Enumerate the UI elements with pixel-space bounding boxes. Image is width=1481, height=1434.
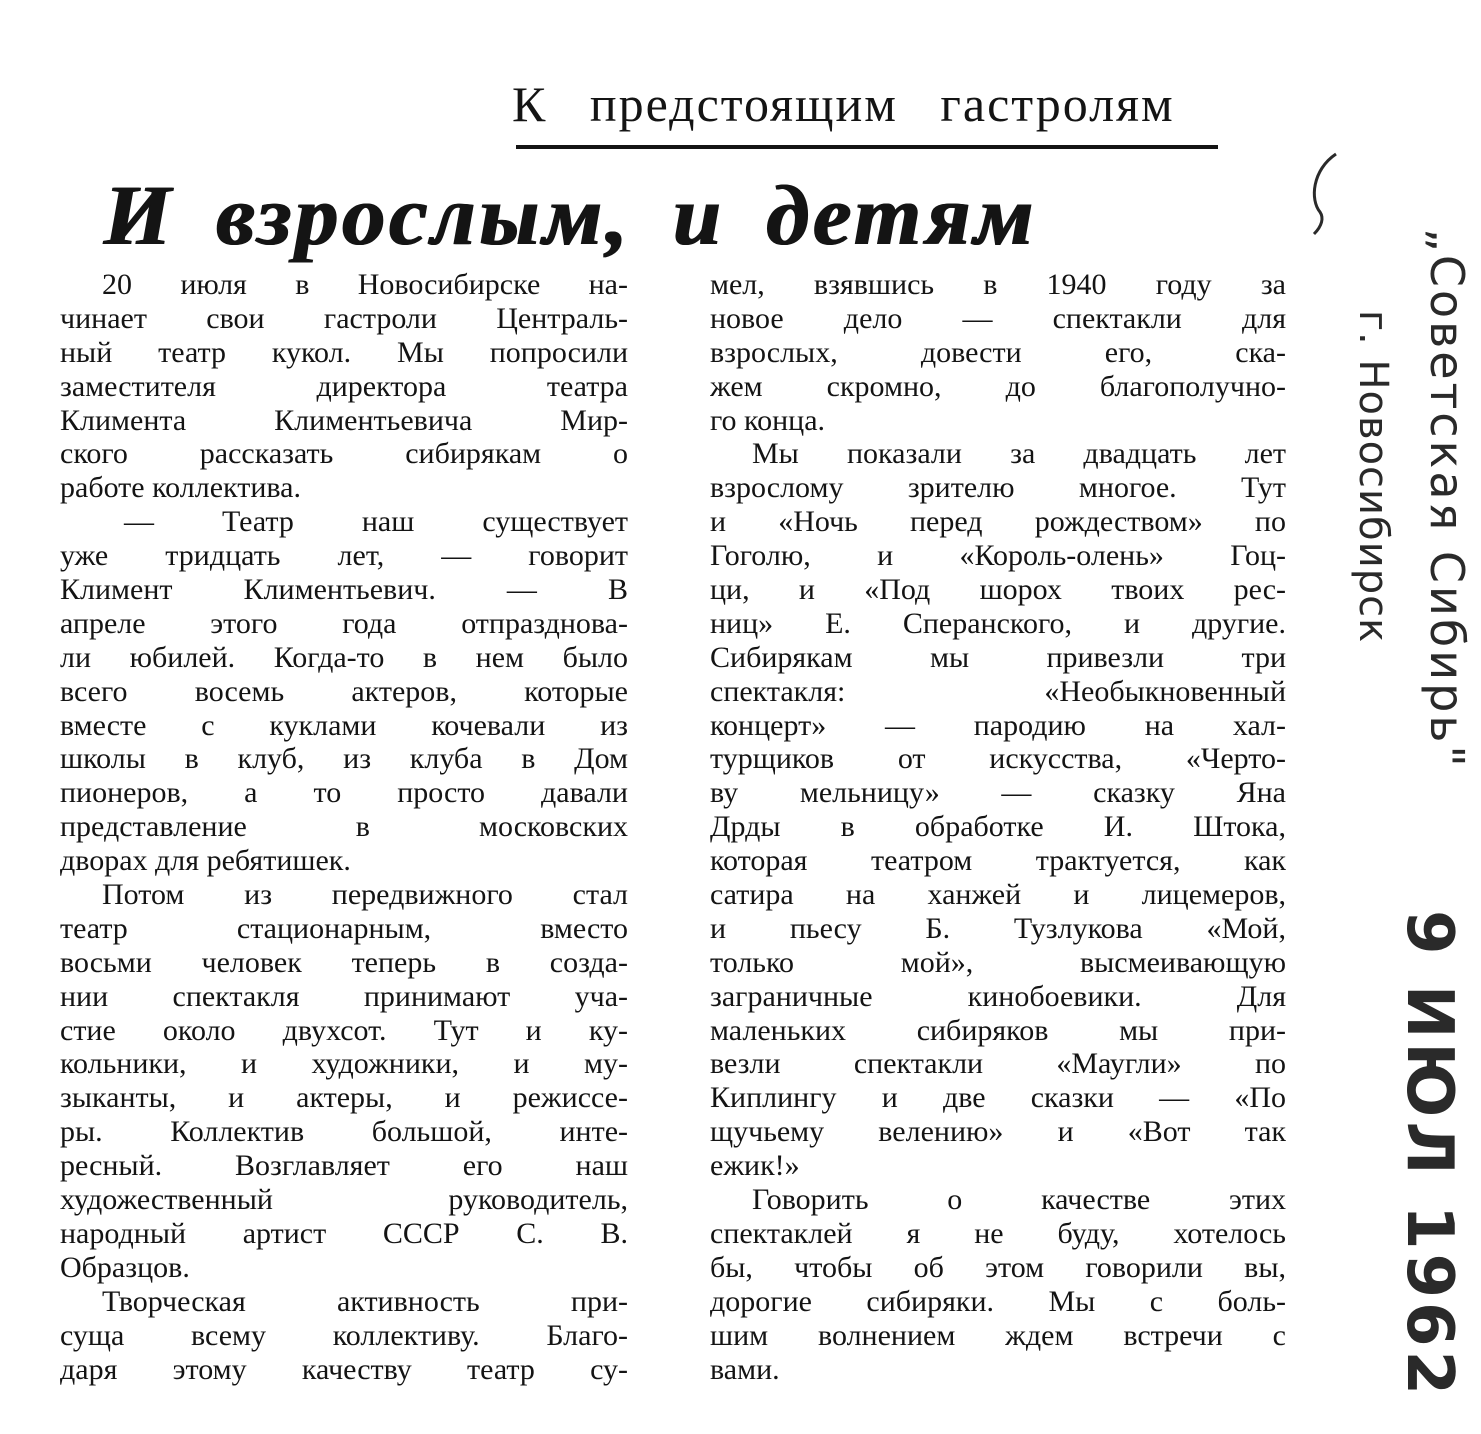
text-line: нии спектакля принимают уча- — [60, 979, 628, 1013]
text-line: Климент Климентьевич. — В — [60, 573, 628, 607]
text-line: спектаклей я не буду, хотелось — [710, 1216, 1286, 1250]
text-line: щучьему велению» и «Вот так — [710, 1115, 1286, 1149]
text-line: даря этому качеству театр су- — [60, 1352, 628, 1386]
text-line: апреле этого года отпразднова- — [60, 606, 628, 640]
text-line: ный театр кукол. Мы попросили — [60, 335, 628, 369]
text-line: Творческая активность при- — [102, 1284, 628, 1318]
text-line: зыканты, и актеры, и режиссе- — [60, 1081, 628, 1115]
text-line: везли спектакли «Маугли» по — [710, 1047, 1286, 1081]
text-line: только мой», высмеивающую — [710, 945, 1286, 979]
text-line: маленьких сибиряков мы при- — [710, 1013, 1286, 1047]
text-line: вместе с куклами кочевали из — [60, 708, 628, 742]
text-line: народный артист СССР С. В. — [60, 1216, 628, 1250]
text-line: чинает свои гастроли Централь- — [60, 301, 628, 335]
text-line: шим волнением ждем встречи с — [710, 1318, 1286, 1352]
text-line: жем скромно, до благополучно- — [710, 369, 1286, 403]
text-line: Климента Климентьевича Мир- — [60, 403, 628, 437]
text-line: Гоголю, и «Король-олень» Гоц- — [710, 539, 1286, 573]
text-line: Потом из передвижного стал — [102, 878, 628, 912]
text-line: которая театром трактуется, как — [710, 844, 1286, 878]
text-line: и пьесу Б. Тузлукова «Мой, — [710, 911, 1286, 945]
text-line: кольники, и художники, и му- — [60, 1047, 628, 1081]
stamp-city: г. Новосибирск — [1350, 310, 1396, 644]
article-column-right — [710, 268, 1286, 1386]
text-line: Дрды в обработке И. Штока, — [710, 810, 1286, 844]
text-line: бы, чтобы об этом говорили вы, — [710, 1250, 1286, 1284]
text-line: турщиков от искусства, «Черто- — [710, 742, 1286, 776]
text-line: школы в клуб, из клуба в Дом — [60, 742, 628, 776]
stamp-date: 9 ИЮЛ 1962 — [1392, 910, 1466, 1400]
text-line: восьми человек теперь в созда- — [60, 945, 628, 979]
text-line: концерт» — пародию на хал- — [710, 708, 1286, 742]
text-line: Сибирякам мы привезли три — [710, 640, 1286, 674]
text-line: ежик!» — [710, 1149, 800, 1183]
text-line: Мы показали за двадцать лет — [752, 437, 1286, 471]
text-line: 20 июля в Новосибирске на- — [102, 268, 628, 301]
text-line: взрослому зрителю многое. Тут — [710, 471, 1286, 505]
text-line: стие около двухсот. Тут и ку- — [60, 1013, 628, 1047]
text-line: сатира на ханжей и лицемеров, — [710, 878, 1286, 912]
text-line: ниц» Е. Сперанского, и другие. — [710, 606, 1286, 640]
text-line: заграничные кинобоевики. Для — [710, 979, 1286, 1013]
text-line: спектакля: «Необыкновенный — [710, 674, 1286, 708]
article-column-left — [60, 268, 628, 1386]
text-line: дорогие сибиряки. Мы с боль- — [710, 1284, 1286, 1318]
rubric-underline — [516, 145, 1218, 149]
article-headline: И взрослым, и детям — [104, 167, 1038, 263]
text-line: ры. Коллектив большой, инте- — [60, 1115, 628, 1149]
text-line: ского рассказать сибирякам о — [60, 437, 628, 471]
text-line: суща всему коллективу. Благо- — [60, 1318, 628, 1352]
text-line: го конца. — [710, 403, 826, 437]
text-line: представление в московских — [60, 810, 628, 844]
stamp-newspaper-name: „Советская Сибирь" — [1420, 228, 1474, 770]
text-line: Говорить о качестве этих — [752, 1183, 1286, 1217]
text-line: вами. — [710, 1352, 780, 1386]
text-line: заместителя директора театра — [60, 369, 628, 403]
text-line: взрослых, довести его, ска- — [710, 335, 1286, 369]
text-line: ву мельницу» — сказку Яна — [710, 776, 1286, 810]
text-line: ресный. Возглавляет его наш — [60, 1149, 628, 1183]
text-line: работе коллектива. — [60, 471, 301, 505]
text-line: Образцов. — [60, 1250, 190, 1284]
text-line: Киплингу и две сказки — «По — [710, 1081, 1286, 1115]
text-line: пионеров, а то просто давали — [60, 776, 628, 810]
text-line: — Театр наш существует — [124, 505, 628, 539]
rubric-heading: К предстоящим гастролям — [512, 76, 1175, 132]
text-line: ли юбилей. Когда-то в нем было — [60, 640, 628, 674]
text-line: новое дело — спектакли для — [710, 301, 1286, 335]
text-line: всего восемь актеров, которые — [60, 674, 628, 708]
text-line: художественный руководитель, — [60, 1183, 628, 1217]
clipping-stamp — [1306, 150, 1481, 1400]
text-line: театр стационарным, вместо — [60, 911, 628, 945]
text-line: уже тридцать лет, — говорит — [60, 539, 628, 573]
text-line: ци, и «Под шорох твоих рес- — [710, 573, 1286, 607]
text-line: мел, взявшись в 1940 году за — [710, 268, 1286, 301]
handwritten-bracket-mark — [1306, 150, 1346, 240]
text-line: и «Ночь перед рождеством» по — [710, 505, 1286, 539]
text-line: дворах для ребятишек. — [60, 844, 351, 878]
